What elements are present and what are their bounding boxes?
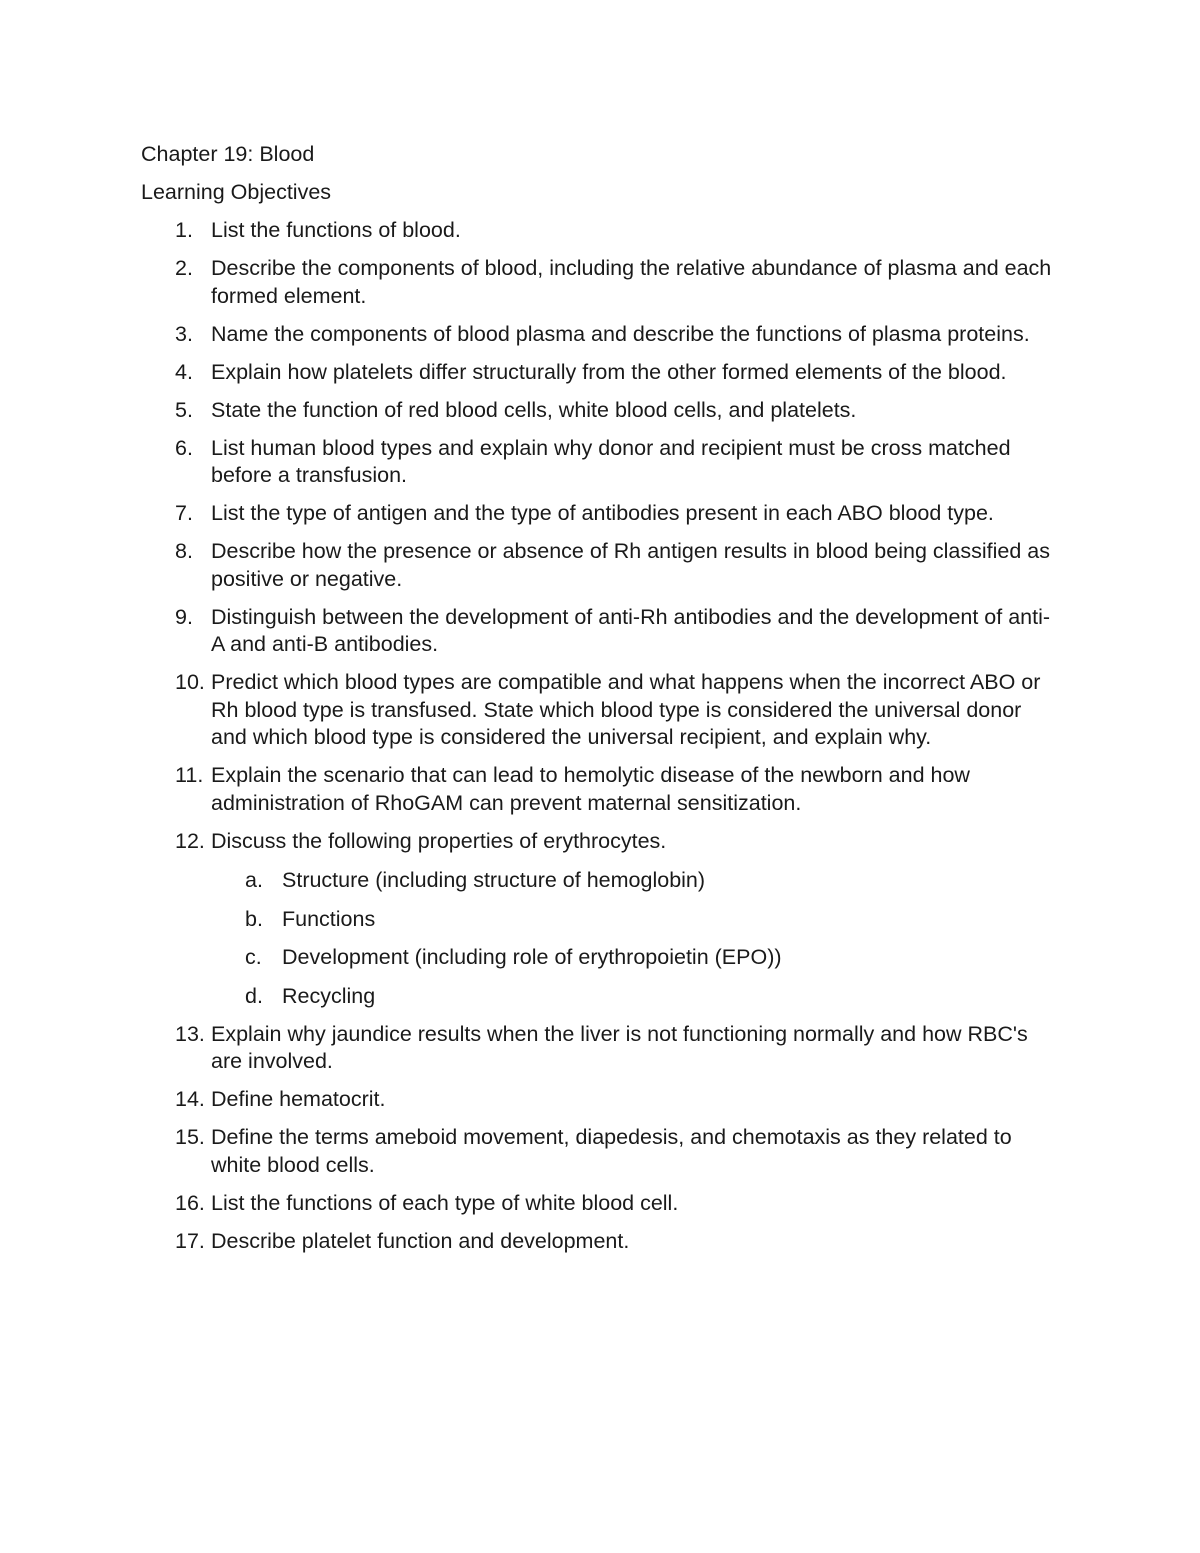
objective-number: 15. (175, 1125, 205, 1149)
sub-item-letter: b. (245, 906, 263, 931)
objective-item (141, 538, 1061, 593)
objective-item (141, 669, 1061, 752)
sub-list-item (211, 983, 1061, 1011)
objective-number: 13. (175, 1021, 205, 1046)
objective-text: Discuss the following properties of erythrocytes. (211, 828, 667, 853)
sub-list-item (211, 906, 1061, 934)
sub-item-letter: c. (245, 945, 262, 969)
sub-list-item (211, 867, 1061, 895)
objective-number: 12. (175, 828, 205, 853)
objectives-list (141, 217, 1061, 1255)
objective-item (141, 321, 1061, 349)
objective-item (141, 359, 1061, 387)
erythrocyte-properties-list (211, 867, 1061, 1010)
objective-text: Describe the components of blood, including the relative abundance of plasma and each formed element. (211, 256, 1052, 308)
document-page (141, 141, 1061, 1266)
objective-text: Explain how platelets differ structurally from the other formed elements of the blood. (211, 359, 1007, 384)
objective-item (141, 1228, 1061, 1256)
objective-number: 2. (175, 256, 193, 280)
objective-number: 7. (175, 501, 193, 525)
objective-number: 10. (175, 670, 205, 694)
objective-text: Define hematocrit. (211, 1087, 386, 1111)
objective-text: Explain why jaundice results when the liver is not functioning normally and how RBC's are involved. (211, 1021, 1028, 1073)
sub-item-text: Structure (including structure of hemoglobin) (282, 868, 706, 892)
objective-text: Describe platelet function and development. (211, 1228, 630, 1253)
objective-text: Explain the scenario that can lead to hemolytic disease of the newborn and how administration of RhoGAM can prevent maternal sensitization. (211, 763, 970, 815)
objective-text: Describe how the presence or absence of Rh antigen results in blood being classified as positive or negative. (211, 539, 1050, 591)
objective-item (141, 397, 1061, 425)
objective-number: 16. (175, 1190, 205, 1215)
objective-number: 1. (175, 218, 193, 242)
objective-item (141, 1021, 1061, 1076)
objective-number: 5. (175, 397, 193, 422)
objective-item (141, 217, 1061, 245)
objective-text: Distinguish between the development of anti-Rh antibodies and the development of anti-A and anti-B antibodies. (211, 604, 1051, 656)
objective-text: List human blood types and explain why donor and recipient must be cross matched before a transfusion. (211, 435, 1011, 487)
objective-item (141, 762, 1061, 817)
sub-item-text: Recycling (282, 983, 376, 1008)
objective-number: 11. (175, 763, 204, 787)
objective-item (141, 255, 1061, 310)
sub-item-text: Functions (282, 906, 376, 931)
objective-text: Name the components of blood plasma and describe the functions of plasma proteins. (211, 321, 1030, 346)
objective-item (141, 604, 1061, 659)
objective-number: 17. (175, 1228, 205, 1253)
sub-list-item (211, 944, 1061, 972)
objective-number: 3. (175, 321, 193, 346)
sub-item-letter: a. (245, 868, 263, 892)
objective-number: 4. (175, 359, 193, 384)
objective-item (141, 828, 1061, 1011)
objective-number: 9. (175, 604, 193, 629)
objective-number: 8. (175, 539, 193, 563)
sub-item-text: Development (including role of erythropoietin (EPO)) (282, 945, 782, 969)
objective-text: List the functions of each type of white blood cell. (211, 1190, 679, 1215)
chapter-title: Chapter 19: Blood (141, 142, 315, 166)
objective-text: State the function of red blood cells, white blood cells, and platelets. (211, 397, 857, 422)
section-heading: Learning Objectives (141, 180, 332, 204)
objective-item (141, 1190, 1061, 1218)
sub-item-letter: d. (245, 983, 263, 1008)
objective-text: Predict which blood types are compatible and what happens when the incorrect ABO or Rh blood type is transfused. State which blood type is considered the universal donor and which blood type is considered the universal recipient, and explain why. (211, 670, 1041, 749)
objective-text: List the functions of blood. (211, 218, 461, 242)
objective-number: 14. (175, 1087, 205, 1111)
objective-item (141, 435, 1061, 490)
objective-text: Define the terms ameboid movement, diapedesis, and chemotaxis as they related to white blood cells. (211, 1125, 1012, 1177)
objective-item (141, 1124, 1061, 1179)
objective-number: 6. (175, 435, 193, 460)
objective-text: List the type of antigen and the type of antibodies present in each ABO blood type. (211, 501, 994, 525)
objective-item (141, 1086, 1061, 1114)
objective-item (141, 500, 1061, 528)
